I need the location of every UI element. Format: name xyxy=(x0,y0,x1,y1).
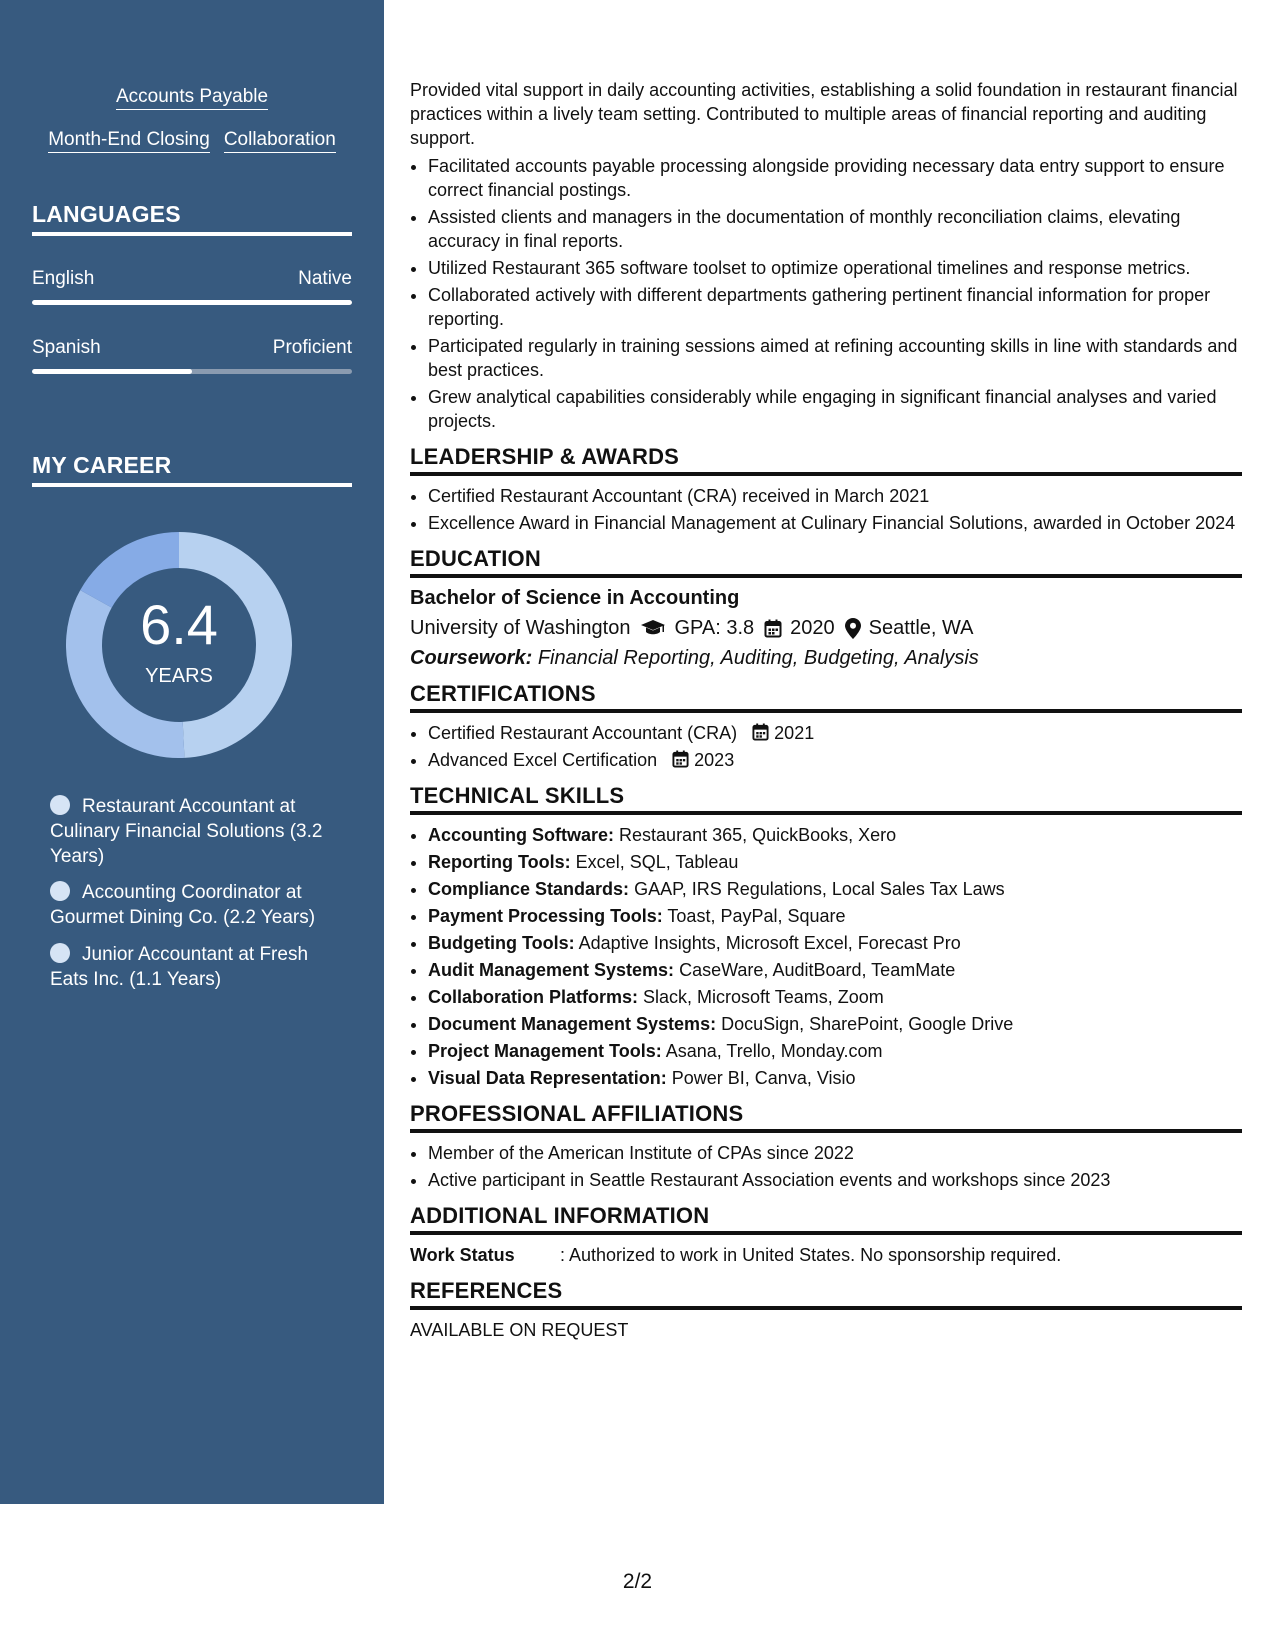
skill-label: Document Management Systems: xyxy=(428,1014,717,1034)
skills-row-1 xyxy=(0,86,384,110)
skill-label: Visual Data Representation: xyxy=(428,1068,667,1088)
leadership-list xyxy=(410,484,1242,535)
main-content xyxy=(410,78,1242,1342)
skill-tag: Month-End Closing xyxy=(48,129,210,153)
calendar-icon xyxy=(764,619,782,638)
language-name: Spanish xyxy=(32,337,101,358)
certification-name: Advanced Excel Certification xyxy=(428,750,658,770)
language-bar-spanish xyxy=(32,369,352,374)
experience-bullets xyxy=(410,154,1242,433)
career-item-text: Accounting Coordinator at Gourmet Dining Co. (2.2 Years) xyxy=(50,882,316,928)
certification-year: 2023 xyxy=(694,750,735,770)
education-details xyxy=(410,616,1242,640)
skill-value: Excel, SQL, Tableau xyxy=(575,852,739,872)
list-item xyxy=(428,931,1242,955)
school-location: Seattle, WA xyxy=(868,617,974,639)
list-item xyxy=(428,1039,1242,1063)
map-pin-icon xyxy=(845,618,861,639)
language-level: Native xyxy=(298,268,352,289)
list-item: • Grew analytical capabilities considerably while engaging in significant financial analyses and varied projects. xyxy=(428,385,1242,433)
list-item xyxy=(428,721,1242,745)
work-status-row xyxy=(410,1243,1242,1267)
certification-date xyxy=(752,723,814,743)
experience-summary: Provided vital support in daily accounting activities, establishing a solid foundation in restaurant financial practices within a lively team setting. Contributed to multiple areas of financial reporting and auditing support. xyxy=(410,80,1238,148)
list-item xyxy=(428,1012,1242,1036)
career-heading: MY CAREER xyxy=(32,452,352,487)
list-item xyxy=(428,985,1242,1009)
list-item xyxy=(428,823,1242,847)
experience-section xyxy=(410,78,1242,433)
page-number: 2/2 xyxy=(622,1570,653,1593)
career-item xyxy=(50,942,340,992)
certifications-list xyxy=(410,721,1242,772)
career-item xyxy=(50,794,340,869)
gpa: GPA: 3.8 xyxy=(674,617,755,639)
skill-label: Reporting Tools: xyxy=(428,852,571,872)
language-name: English xyxy=(32,268,95,289)
list-item: • Participated regularly in training sessions aimed at refining accounting skills in line with standards and best practices. xyxy=(428,334,1242,382)
degree-title: Bachelor of Science in Accounting xyxy=(410,587,740,609)
section-heading: EDUCATION xyxy=(410,547,1242,578)
skill-value: CaseWare, AuditBoard, TeamMate xyxy=(679,960,956,980)
list-item xyxy=(428,748,1242,772)
list-item xyxy=(428,1066,1242,1090)
language-bar-english xyxy=(32,300,352,305)
graduation-year: 2020 xyxy=(790,617,835,639)
leadership-section xyxy=(410,445,1242,535)
references-text: AVAILABLE ON REQUEST xyxy=(410,1320,629,1340)
coursework-list: Financial Reporting, Auditing, Budgeting, Analysis xyxy=(537,647,979,669)
career-item xyxy=(50,880,340,930)
technical-skills-list xyxy=(410,823,1242,1090)
career-donut-chart xyxy=(66,532,292,758)
skill-tag: Accounts Payable xyxy=(116,86,268,110)
list-item: • Active participant in Seattle Restaurant Association events and workshops since 2023 xyxy=(428,1168,1242,1192)
certifications-section xyxy=(410,682,1242,772)
certification-year: 2021 xyxy=(774,723,815,743)
work-status-label: Work Status xyxy=(410,1245,515,1265)
language-level: Proficient xyxy=(272,337,352,358)
skill-value: Asana, Trello, Monday.com xyxy=(665,1041,883,1061)
languages-heading: LANGUAGES xyxy=(32,201,352,236)
skill-value: Slack, Microsoft Teams, Zoom xyxy=(643,987,884,1007)
skills-row-2 xyxy=(0,129,384,153)
skill-label: Collaboration Platforms: xyxy=(428,987,639,1007)
list-item xyxy=(428,958,1242,982)
skill-value: GAAP, IRS Regulations, Local Sales Tax Laws xyxy=(634,879,1005,899)
language-bar-fill xyxy=(32,300,352,305)
skill-value: Adaptive Insights, Microsoft Excel, Forecast Pro xyxy=(578,933,961,953)
coursework xyxy=(410,646,1242,670)
technical-skills-section xyxy=(410,784,1242,1090)
section-heading: PROFESSIONAL AFFILIATIONS xyxy=(410,1102,1242,1133)
sidebar xyxy=(0,0,384,1504)
skill-label: Audit Management Systems: xyxy=(428,960,675,980)
school-name: University of Washington xyxy=(410,617,631,639)
list-item xyxy=(428,877,1242,901)
list-item: • Certified Restaurant Accountant (CRA) received in March 2021 xyxy=(428,484,1242,508)
graduation-cap-icon xyxy=(640,619,666,637)
career-total-unit: YEARS xyxy=(145,665,213,687)
education-section xyxy=(410,547,1242,670)
career-dot xyxy=(50,881,70,901)
language-bar-fill xyxy=(32,369,192,374)
career-total-value: 6.4 xyxy=(140,593,218,656)
career-item-text: Junior Accountant at Fresh Eats Inc. (1.1 Years) xyxy=(50,944,309,990)
list-item: • Assisted clients and managers in the documentation of monthly reconciliation claims, elevating accuracy in final reports. xyxy=(428,205,1242,253)
affiliations-section xyxy=(410,1102,1242,1192)
list-item: • Facilitated accounts payable processing alongside providing necessary data entry support to ensure correct financial postings. xyxy=(428,154,1242,202)
affiliations-list xyxy=(410,1141,1242,1192)
career-dot xyxy=(50,795,70,815)
language-row-spanish xyxy=(32,337,352,359)
list-item: • Utilized Restaurant 365 software toolset to optimize operational timelines and response metrics. xyxy=(428,256,1242,280)
list-item xyxy=(428,850,1242,874)
section-heading: TECHNICAL SKILLS xyxy=(410,784,1242,815)
section-heading: ADDITIONAL INFORMATION xyxy=(410,1204,1242,1235)
list-item: • Excellence Award in Financial Management at Culinary Financial Solutions, awarded in October 2024 xyxy=(428,511,1242,535)
skill-label: Payment Processing Tools: xyxy=(428,906,663,926)
skill-label: Compliance Standards: xyxy=(428,879,630,899)
calendar-icon xyxy=(672,750,689,768)
language-row-english xyxy=(32,268,352,290)
list-item: • Member of the American Institute of CPAs since 2022 xyxy=(428,1141,1242,1165)
list-item xyxy=(428,904,1242,928)
section-heading: LEADERSHIP & AWARDS xyxy=(410,445,1242,476)
career-item-text: Restaurant Accountant at Culinary Financial Solutions (3.2 Years) xyxy=(50,796,323,867)
additional-info-section xyxy=(410,1204,1242,1267)
skill-value: DocuSign, SharePoint, Google Drive xyxy=(721,1014,1014,1034)
skill-value: Restaurant 365, QuickBooks, Xero xyxy=(619,825,897,845)
references-section xyxy=(410,1279,1242,1342)
work-status-value: : Authorized to work in United States. No sponsorship required. xyxy=(560,1245,1062,1265)
career-dot xyxy=(50,943,70,963)
section-heading: REFERENCES xyxy=(410,1279,1242,1310)
skill-label: Accounting Software: xyxy=(428,825,615,845)
list-item: • Collaborated actively with different departments gathering pertinent financial information for proper reporting. xyxy=(428,283,1242,331)
skill-label: Budgeting Tools: xyxy=(428,933,575,953)
skill-tag: Collaboration xyxy=(224,129,336,153)
skill-value: Power BI, Canva, Visio xyxy=(671,1068,856,1088)
coursework-label: Coursework: xyxy=(410,647,533,669)
skill-value: Toast, PayPal, Square xyxy=(667,906,846,926)
section-heading: CERTIFICATIONS xyxy=(410,682,1242,713)
skill-label: Project Management Tools: xyxy=(428,1041,662,1061)
certification-date xyxy=(672,750,734,770)
calendar-icon xyxy=(752,723,769,741)
certification-name: Certified Restaurant Accountant (CRA) xyxy=(428,723,738,743)
